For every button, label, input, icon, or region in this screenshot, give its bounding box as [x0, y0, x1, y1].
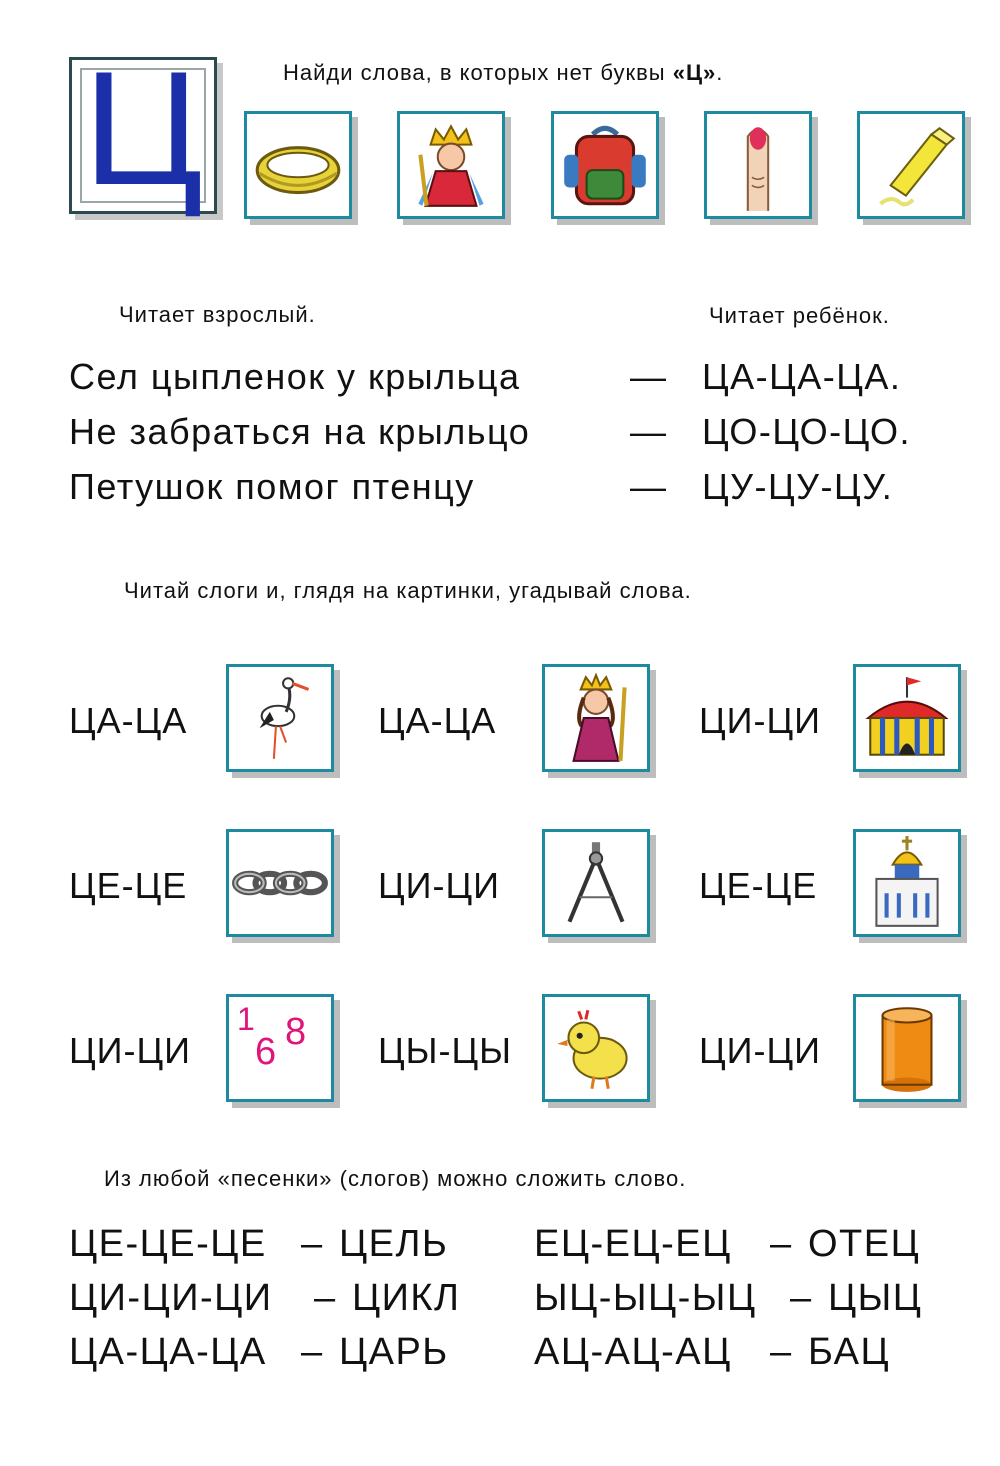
song-word: ЦЫЦ: [828, 1277, 923, 1319]
queen-icon: [542, 664, 650, 772]
song-dash: –: [301, 1223, 324, 1265]
song-dash: –: [790, 1277, 813, 1319]
church-icon: [853, 829, 961, 937]
poem-line-1-dash: —: [630, 356, 668, 397]
task-title: Найди слова, в которых нет буквы «Ц».: [283, 60, 724, 85]
stork-icon: [226, 664, 334, 772]
song-dash: –: [301, 1331, 324, 1373]
digit-eight: 8: [285, 1011, 307, 1053]
compass-icon: [542, 829, 650, 937]
adult-label: Читает взрослый.: [119, 302, 316, 327]
poem-line-3-dash: —: [630, 466, 668, 507]
song-word: ОТЕЦ: [808, 1223, 921, 1265]
digits-icon: [226, 994, 334, 1102]
digit-one: 1: [237, 1001, 255, 1037]
chick-icon: [542, 994, 650, 1102]
poem-line-3-adult: Петушок помог птенцу: [69, 466, 475, 507]
poem-line-1-child: ЦА-ЦА-ЦА.: [702, 356, 902, 397]
song-syllables: АЦ-АЦ-АЦ: [534, 1331, 732, 1373]
song-word: БАЦ: [808, 1331, 891, 1373]
song-word: ЦИКЛ: [352, 1277, 461, 1319]
song-dash: –: [770, 1223, 793, 1265]
chain-icon: [226, 829, 334, 937]
song-syllables: ЫЦ-ЫЦ-ЫЦ: [534, 1277, 757, 1319]
backpack-icon: [551, 111, 659, 219]
king-icon: [397, 111, 505, 219]
child-label: Читает ребёнок.: [709, 303, 890, 328]
song-syllables: ЦИ-ЦИ-ЦИ: [69, 1277, 273, 1319]
syllable-label: ЦИ-ЦИ: [378, 865, 500, 906]
poem-line-2-child: ЦО-ЦО-ЦО.: [702, 411, 912, 452]
syllable-label: ЦЕ-ЦЕ: [69, 865, 188, 906]
ring-icon: [244, 111, 352, 219]
circus-tent-icon: [853, 664, 961, 772]
syllable-label: ЦА-ЦА: [378, 700, 497, 741]
chalk-icon: [857, 111, 965, 219]
song-word: ЦАРЬ: [339, 1331, 449, 1373]
song-syllables: ЦЕ-ЦЕ-ЦЕ: [69, 1223, 267, 1265]
syllables-instruction: Читай слоги и, глядя на картинки, угадывай слова.: [124, 578, 692, 603]
songs-instruction: Из любой «песенки» (слогов) можно сложить слово.: [104, 1166, 687, 1191]
syllable-label: ЦИ-ЦИ: [699, 700, 821, 741]
syllable-label: ЦИ-ЦИ: [69, 1030, 191, 1071]
song-syllables: ЕЦ-ЕЦ-ЕЦ: [534, 1223, 732, 1265]
digit-six: 6: [255, 1031, 277, 1073]
song-word: ЦЕЛЬ: [339, 1223, 449, 1265]
cylinder-icon: [853, 994, 961, 1102]
poem-line-2-dash: —: [630, 411, 668, 452]
syllable-label: ЦИ-ЦИ: [699, 1030, 821, 1071]
big-letter: Ц: [83, 38, 203, 219]
syllable-label: ЦЫ-ЦЫ: [378, 1030, 512, 1071]
song-syllables: ЦА-ЦА-ЦА: [69, 1331, 267, 1373]
finger-icon: [704, 111, 812, 219]
song-dash: –: [314, 1277, 337, 1319]
poem-line-3-child: ЦУ-ЦУ-ЦУ.: [702, 466, 894, 507]
letter-card: [69, 38, 217, 219]
syllable-label: ЦА-ЦА: [69, 700, 188, 741]
syllable-label: ЦЕ-ЦЕ: [699, 865, 818, 906]
poem-line-1-adult: Сел цыпленок у крыльца: [69, 356, 521, 397]
poem-line-2-adult: Не забраться на крыльцо: [69, 411, 531, 452]
song-dash: –: [770, 1331, 793, 1373]
